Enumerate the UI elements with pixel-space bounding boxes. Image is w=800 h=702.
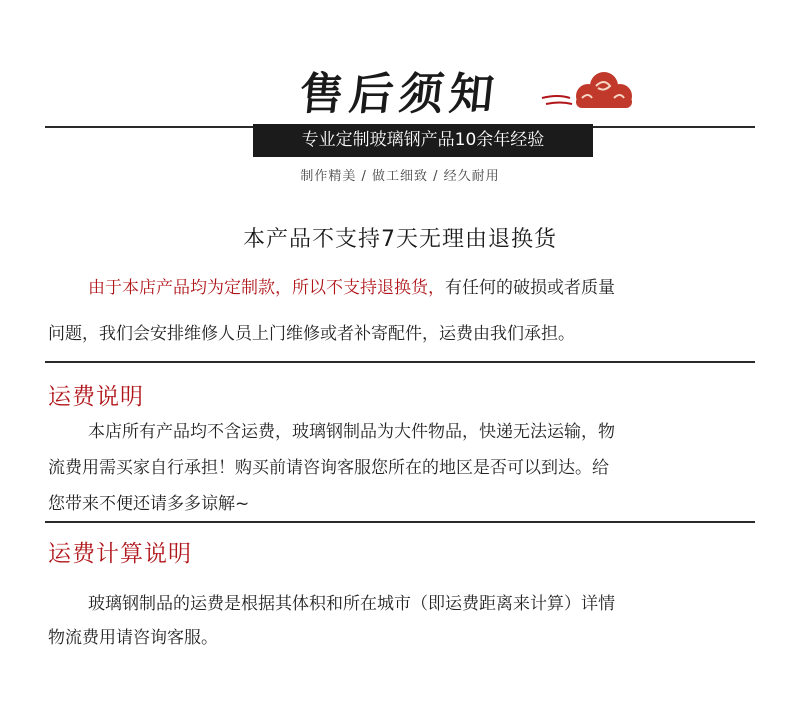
- auspicious-cloud-icon: [540, 68, 636, 112]
- section-divider: [45, 521, 755, 523]
- policy-note-red: 由于本店产品均为定制款，所以不支持退换货，: [88, 278, 445, 298]
- page-title-text: 售后须知: [296, 69, 503, 120]
- shipping-heading: 运费说明: [48, 384, 144, 410]
- shipping-line3: 您带来不便还请多多谅解~: [48, 494, 250, 514]
- section-divider: [45, 361, 755, 363]
- page-title: [0, 58, 800, 122]
- shipping-line2: 流费用需买家自行承担！购买前请咨询客服您所在的地区是否可以到达。给: [48, 458, 609, 478]
- calc-heading: 运费计算说明: [48, 541, 192, 567]
- policy-note-rest: 有任何的破损或者质量: [445, 278, 615, 298]
- calc-line2: 物流费用请咨询客服。: [48, 628, 218, 648]
- no-return-headline: 本产品不支持7天无理由退换货: [243, 227, 557, 252]
- experience-banner: 专业定制玻璃钢产品10余年经验: [253, 124, 593, 157]
- calc-line1: 玻璃钢制品的运费是根据其体积和所在城市（即运费距离来计算）详情: [88, 594, 615, 614]
- policy-paragraph-line2: 问题，我们会安排维修人员上门维修或者补寄配件，运费由我们承担。: [48, 324, 575, 344]
- tagline: 制作精美 / 做工细致 / 经久耐用: [300, 169, 500, 184]
- policy-paragraph-line1: [48, 270, 760, 306]
- shipping-line1: 本店所有产品均不含运费，玻璃钢制品为大件物品，快递无法运输，物: [88, 422, 615, 442]
